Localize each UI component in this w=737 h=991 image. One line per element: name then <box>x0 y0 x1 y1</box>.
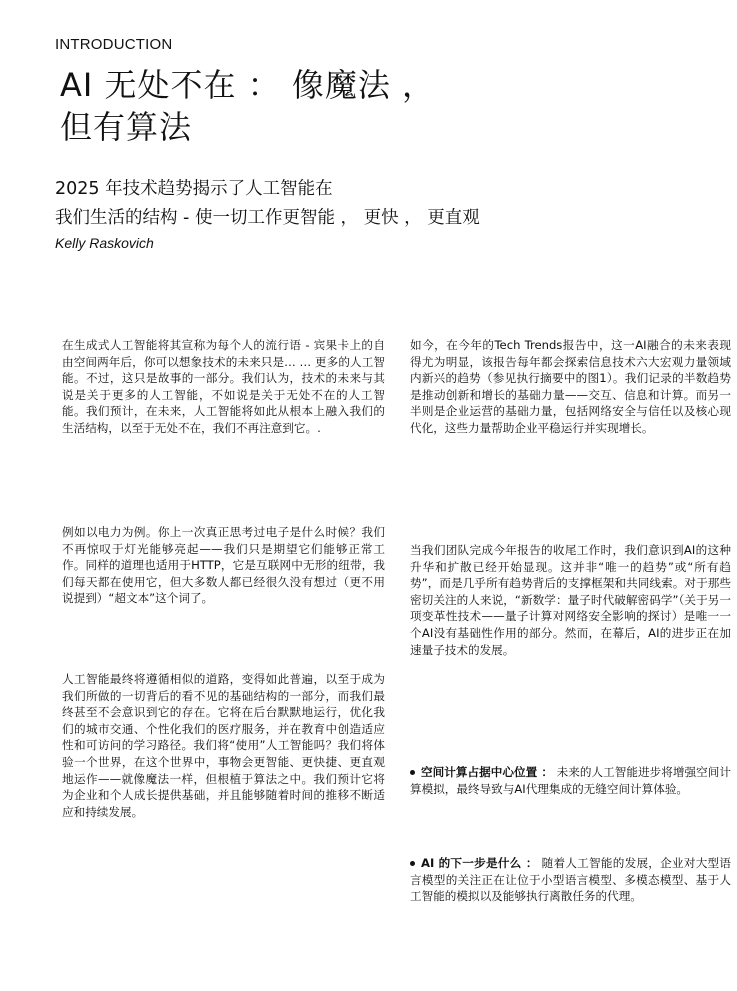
bullet-text: 未来的人工智能进步将增强空间计算模拟，最终导致与AI代理集成的无缝空间计算体验。 <box>410 765 731 796</box>
author-name: Kelly Raskovich <box>55 235 154 251</box>
bullet-icon <box>410 861 415 866</box>
left-paragraph-2: 例如以电力为例。你上一次真正思考过电子是什么时候？我们不再惊叹于灯光能够亮起——我们只是期望它们能够正常工作。同样的道理也适用于HTTP，它是互联网中无形的纽带，我们每天都在使用它，但大多数人都已经很久没有想过（更不用说提到）“超文本”这个词了。 <box>62 525 385 606</box>
section-label: INTRODUCTION <box>55 36 173 53</box>
bullet-title: 空间计算占据中心位置 ： <box>421 765 553 779</box>
bullet-title: AI 的下一步是什么 ： <box>421 856 538 870</box>
right-paragraph-2: 当我们团队完成今年报告的收尾工作时，我们意识到AI的这种升华和扩散已经开始显现。这并非“唯一的趋势”或“所有趋势”，而是几乎所有趋势背后的支撑框架和共同线索。对于那些密切关注的人来说，“新数学：量子时代破解密码学”（关于另一项变革性技术——量子计算对网络安全影响的探讨）是唯一一个AI没有基础性作用的部分。然而，在幕后，AI的进步正在加速量子技术的发展。 <box>410 543 731 657</box>
page-subtitle <box>55 175 655 233</box>
page-title <box>60 64 520 148</box>
title-line-2: 但有算法 <box>60 108 193 146</box>
subtitle-line-1: 2025 年技术趋势揭示了人工智能在 <box>55 179 333 199</box>
left-paragraph-1: 在生成式人工智能将其宣称为每个人的流行语 - 宾果卡上的自由空间两年后，你可以想象技术的未来只是… … 更多的人工智能。不过，这只是故事的一部分。我们认为，技术的未来与其说是关于更多的人工智能，不如说是关于无处不在的人工智能。我们预计，在未来，人工智能将如此从根本上融入我们的生活结构，以至于无处不在，我们不再注意到它。. <box>62 338 385 435</box>
right-paragraph-1: 如今，在今年的Tech Trends报告中，这一AI融合的未来表现得尤为明显，该报告每年都会探索信息技术六大宏观力量领域内新兴的趋势（参见执行摘要中的图1）。我们记录的半数趋势是推动创新和增长的基础力量——交互、信息和计算。而另一半则是企业运营的基础力量，包括网络安全与信任以及核心现代化，这些力量帮助企业平稳运行并实现增长。 <box>410 338 731 435</box>
bullet-icon <box>410 770 415 775</box>
bullet-text: 随着人工智能的发展，企业对大型语言模型的关注正在让位于小型语言模型、多模态模型、基于人工智能的模拟以及能够执行离散任务的代理。 <box>410 856 731 904</box>
bullet-item <box>410 855 731 905</box>
left-paragraph-3: 人工智能最终将遵循相似的道路，变得如此普遍，以至于成为我们所做的一切背后的看不见的基础结构的一部分，而我们最终甚至不会意识到它的存在。它将在后台默默地运行，优化我们的城市交通、个性化我们的医疗服务，并在教育中创造适应性和可访问的学习路径。我们将“使用”人工智能吗？我们将体验一个世界，在这个世界中，事物会更智能、更快捷、更直观地运作——就像魔法一样，但根植于算法之中。我们预计它将为企业和个人成长提供基础，并且能够随着时间的推移不断适应和持续发展。 <box>62 672 385 819</box>
bullet-item <box>410 764 731 797</box>
title-line-1: AI 无处不在 ： 像魔法 ， <box>60 66 436 104</box>
subtitle-line-2: 我们生活的结构 - 使一切工作更智能 ， 更快 ， 更直观 <box>55 208 480 228</box>
